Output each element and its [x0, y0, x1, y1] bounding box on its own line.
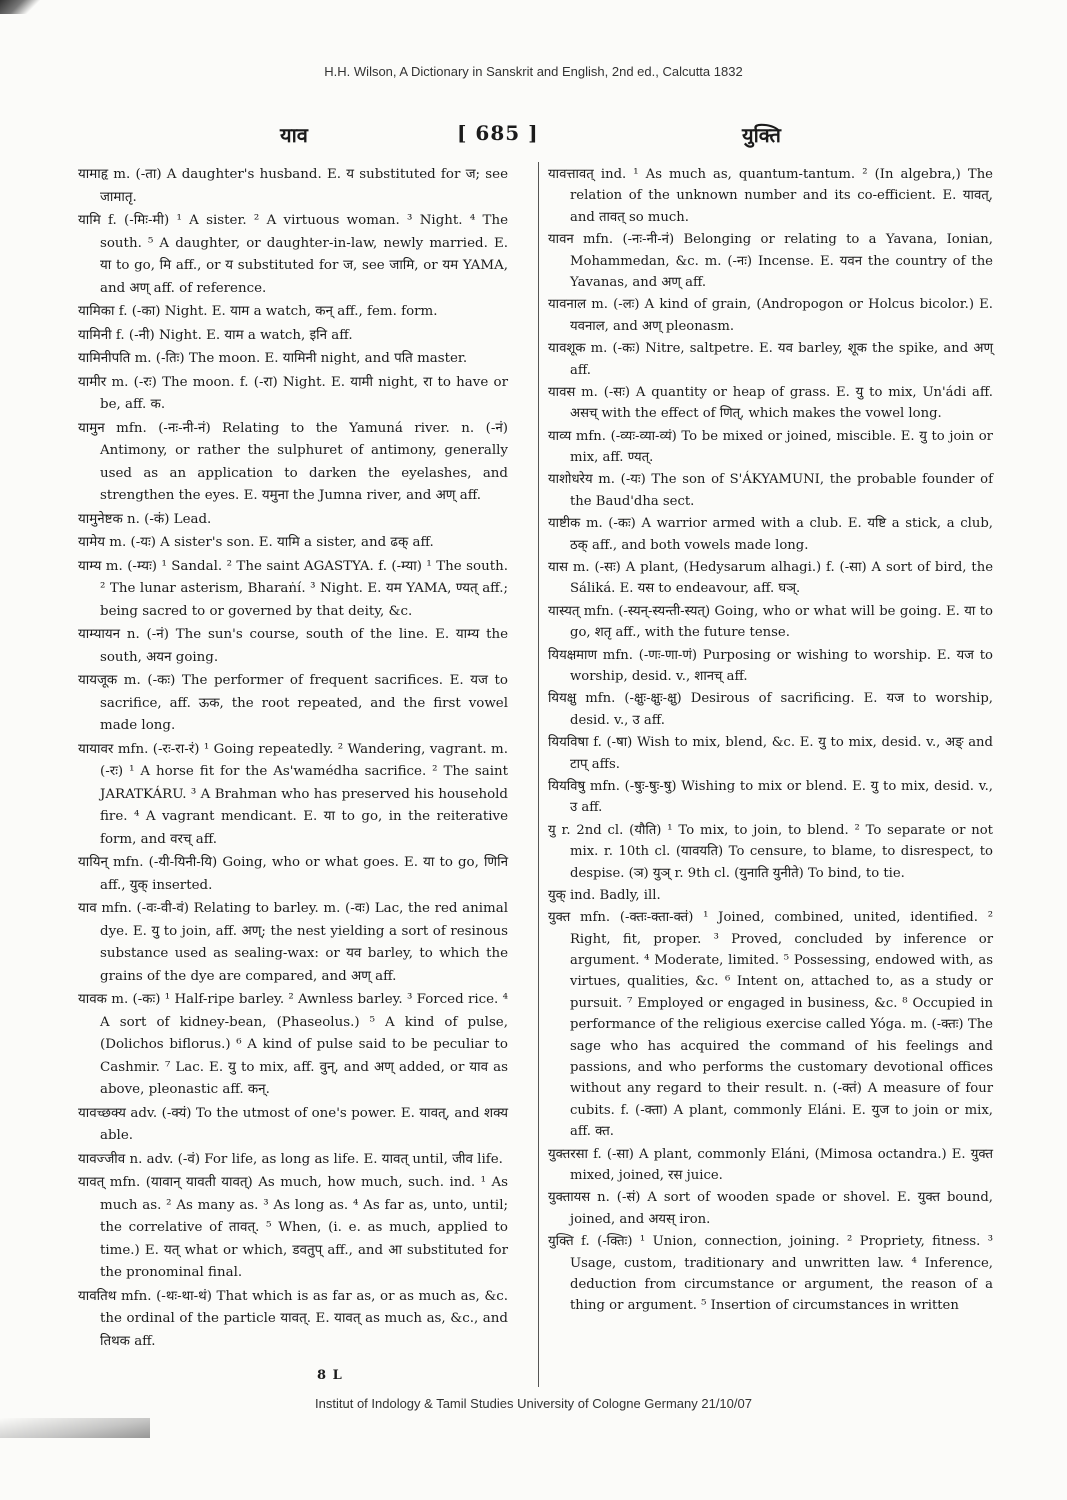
dictionary-entry: युक्तायस n. (-सं) A sort of wooden spade or shovel. E. युक्त bound, joined, and अयस् iron.	[548, 1190, 993, 1227]
dictionary-entry: यामुन mfn. (-नः-नी-नं) Relating to the Yamuná river. n. (-नं) Antimony, or rather the sulphuret of antimony, generally used as an application to darken the eyelashes, and strengthen the eyes. E. यमुना the Jumna river, and अण् aff.	[78, 420, 508, 503]
dictionary-entry: यियविषा f. (-षा) Wish to mix, blend, &c. E. यु to mix, desid. v., अङ् and टाप् affs.	[548, 735, 993, 772]
source-line: H.H. Wilson, A Dictionary in Sanskrit and English, 2nd ed., Calcutta 1832	[324, 64, 743, 79]
dictionary-entry: यावत् mfn. (यावान् यावती यावत्) As much, how much, such. ind. ¹ As much as. ² As many as. ³ As long as. ⁴ As far as, unto, until; the correlative of तावत्. ⁵ When, (i. e. as much, applied to time.) E. यत् what or which, डवतुप् aff., and आ substituted for the pronominal final.	[78, 1175, 508, 1280]
dictionary-entry: यामिनीपति m. (-तिः) The moon. E. यामिनी night, and पति master.	[78, 351, 468, 366]
dictionary-entry: यामाहृ m. (-ता) A daughter's husband. E. य substituted for ज; see जामातृ.	[78, 167, 508, 205]
dictionary-entry: यावच्छक्य adv. (-क्यं) To the utmost of one's power. E. यावत्, and शक्य able.	[78, 1105, 508, 1143]
dictionary-entry: यावत्तावत् ind. ¹ As much as, quantum-tantum. ² (In algebra,) The relation of the unknown number and its co-efficient. E. यावत्, and तावत् so much.	[548, 167, 993, 225]
running-head-left: याव	[280, 123, 308, 147]
dictionary-entry: यामेय m. (-यः) A sister's son. E. यामि a sister, and ढक् aff.	[78, 535, 434, 550]
running-head	[0, 121, 1067, 151]
dictionary-entry: युक्ति f. (-क्तिः) ¹ Union, connection, joining. ² Propriety, fitness. ³ Usage, custom, traditionary and unwritten law. ⁴ Inference, deduction from circumstance or argument, the reason of a thing or argument. ⁵ Insertion of circumstances in written	[548, 1234, 993, 1314]
dictionary-entry: यामीर m. (-रः) The moon. f. (-रा) Night. E. यामी night, रा to have or be, aff. क.	[78, 374, 508, 412]
dictionary-entry: याम्य m. (-म्यः) ¹ Sandal. ² The saint AGASTYA. f. (-म्या) ¹ The south. ² The lunar asterism, Bharaṅí. ³ Night. E. यम YAMA, ण्यत् aff.; being sacred to or governed by that deity, &c.	[78, 558, 508, 619]
dictionary-entry: यायिन् mfn. (-यी-यिनी-यि) Going, who or what goes. E. या to go, णिनि aff., युक् inserted.	[78, 855, 508, 893]
dictionary-entry: यायजूक m. (-कः) The performer of frequent sacrifices. E. यज to sacrifice, aff. ऊक, the root repeated, and the first vowel made long.	[78, 673, 508, 733]
dictionary-entry: यास्यत् mfn. (-स्यन्-स्यन्ती-स्यत्) Going, who or what will be going. E. या to go, शतृ aff., with the future tense.	[548, 603, 993, 641]
dictionary-entry: यामिनी f. (-नी) Night. E. याम a watch, इनि aff.	[78, 327, 353, 343]
column-divider	[538, 162, 539, 1387]
running-head-right: युक्ति	[742, 123, 781, 147]
dictionary-entry: याशोधरेय m. (-यः) The son of S'ÁKYAMUNI, the probable founder of the Baud'dha sect.	[548, 472, 993, 509]
dictionary-entry: यामि f. (-मिः-मी) ¹ A sister. ² A virtuous woman. ³ Night. ⁴ The south. ⁵ A daughter, or daughter-in-law, newly married. E. या to go, मि aff., or य substituted for ज, see जामि, or यम YAMA, and अण् aff. of reference.	[78, 213, 508, 296]
dictionary-entry: यावन mfn. (-नः-नी-नं) Belonging or relating to a Yavana, Ionian, Mohammedan, &c. m. (-नः) Incense. E. यवन the country of the Yavanas, and अण् aff.	[548, 232, 993, 290]
dictionary-entry: यियक्षु mfn. (-क्षुः-क्षुः-क्षु) Desirous of sacrificing. E. यज to worship, desid. v., उ aff.	[548, 691, 993, 728]
left-column	[78, 164, 508, 1354]
dictionary-entry: यामिका f. (-का) Night. E. याम a watch, कन् aff., fem. form.	[78, 304, 438, 319]
dictionary-entry: यियक्षमाण mfn. (-णः-णा-णं) Purposing or wishing to worship. E. यज to worship, desid. v., शानच् aff.	[548, 647, 993, 684]
signature-mark: 8 L	[317, 1368, 343, 1383]
dictionary-entry: यावक m. (-कः) ¹ Half-ripe barley. ² Awnless barley. ³ Forced rice. ⁴ A sort of kidney-bean, (Phaseolus.) ⁵ A kind of pulse, (Dolichos biflorus.) ⁶ A kind of pulse said to be peculiar to Cashmir. ⁷ Lac. E. यु to mix, aff. वुन्, and अण् added, or याव as above, pleonastic aff. कन्.	[78, 992, 508, 1097]
dictionary-entry: यावस m. (-सः) A quantity or heap of grass. E. यु to mix, Un'ádi aff. असच् with the effect of णित्, which makes the vowel long.	[548, 384, 993, 422]
right-column	[548, 164, 993, 1318]
footer-line: Institut of Indology & Tamil Studies University of Cologne Germany 21/10/07	[315, 1396, 752, 1411]
dictionary-entry: याव mfn. (-वः-वी-वं) Relating to barley. m. (-वः) Lac, the red animal dye. E. यु to join, aff. अण्; the nest yielding a sort of resinous substance used as sealing-wax: or यव barley, to which the grains of the dye are compared, and अण् aff.	[78, 901, 508, 984]
dictionary-entry: यास m. (-सः) A plant, (Hedysarum alhagi.) f. (-सा) A sort of bird, the Sáliká. E. यस to endeavour, aff. घञ्.	[548, 560, 993, 597]
dictionary-entry: यामुनेष्टक n. (-कं) Lead.	[78, 511, 212, 527]
page-number: [ 685 ]	[457, 121, 539, 145]
dictionary-entry: युक्तरसा f. (-सा) A plant, commonly Eláni, (Mimosa octandra.) E. युक्त mixed, joined, रस juice.	[548, 1146, 993, 1183]
dictionary-entry: याम्यायन n. (-नं) The sun's course, south of the line. E. याम्य the south, अयन going.	[78, 627, 508, 665]
dictionary-entry: युक्त mfn. (-क्तः-क्ता-क्तं) ¹ Joined, combined, united, identified. ² Right, fit, proper. ³ Proved, concluded by inference or argument. ⁴ Moderate, limited. ⁵ Possessing, endowed with, as virtues, qualities, &c. ⁶ Intent on, attached to, as a study or pursuit. ⁷ Employed or engaged in business, &c. ⁸ Occupied in performance of the religious exercise called Yóga. m. (-क्तः) The sage who has acquired the command of his feelings and passions, and who performs the customary devotional offices without any regard to their result. n. (-क्तं) A measure of four cubits. f. (-क्ता) A plant, commonly Eláni. E. युज to join or mix, aff. क्त.	[548, 910, 993, 1140]
dictionary-entry: याष्टीक m. (-कः) A warrior armed with a club. E. यष्टि a stick, a club, ठक् aff., and both vowels made long.	[548, 516, 993, 553]
dictionary-entry: यियविषु mfn. (-षुः-षुः-षु) Wishing to mix or blend. E. यु to mix, desid. v., उ aff.	[548, 778, 993, 816]
dictionary-entry: यु r. 2nd cl. (यौति) ¹ To mix, to join, to blend. ² To separate or not mix. r. 10th cl. (यावयति) To censure, to blame, to disrespect, to despise. (ञ) युञ् r. 9th cl. (युनाति युनीते) To bind, to tie.	[548, 822, 993, 881]
dictionary-entry: यावशूक m. (-कः) Nitre, saltpetre. E. यव barley, शूक the spike, and अण् aff.	[548, 341, 993, 378]
dictionary-entry: युक् ind. Badly, ill.	[548, 887, 661, 903]
dictionary-entry: यावनाल m. (-लः) A kind of grain, (Andropogon or Holcus bicolor.) E. यवनाल, and अण् pleonasm.	[548, 297, 993, 334]
scan-edge-mark	[0, 0, 44, 14]
dictionary-entry: यावतिथ mfn. (-थः-था-थं) That which is as far as, or as much as, &c. the ordinal of the particle यावत्. E. यावत् as much as, &c., and तिथक aff.	[78, 1288, 508, 1349]
scan-edge-shadow	[0, 1418, 150, 1438]
dictionary-entry: याव्य mfn. (-व्यः-व्या-व्यं) To be mixed or joined, miscible. E. यु to join or mix, aff. ण्यत्.	[548, 428, 993, 466]
dictionary-entry: यावज्जीव n. adv. (-वं) For life, as long as life. E. यावत् until, जीव life.	[78, 1151, 503, 1167]
dictionary-entry: यायावर mfn. (-रः-रा-रं) ¹ Going repeatedly. ² Wandering, vagrant. m. (-रः) ¹ A horse fit for the As'wamédha sacrifice. ² The saint JARATKÁRU. ³ A Brahman who has preserved his household fire. ⁴ A vagrant mendicant. E. या to go, in the reiterative form, and वरच् aff.	[78, 741, 508, 847]
